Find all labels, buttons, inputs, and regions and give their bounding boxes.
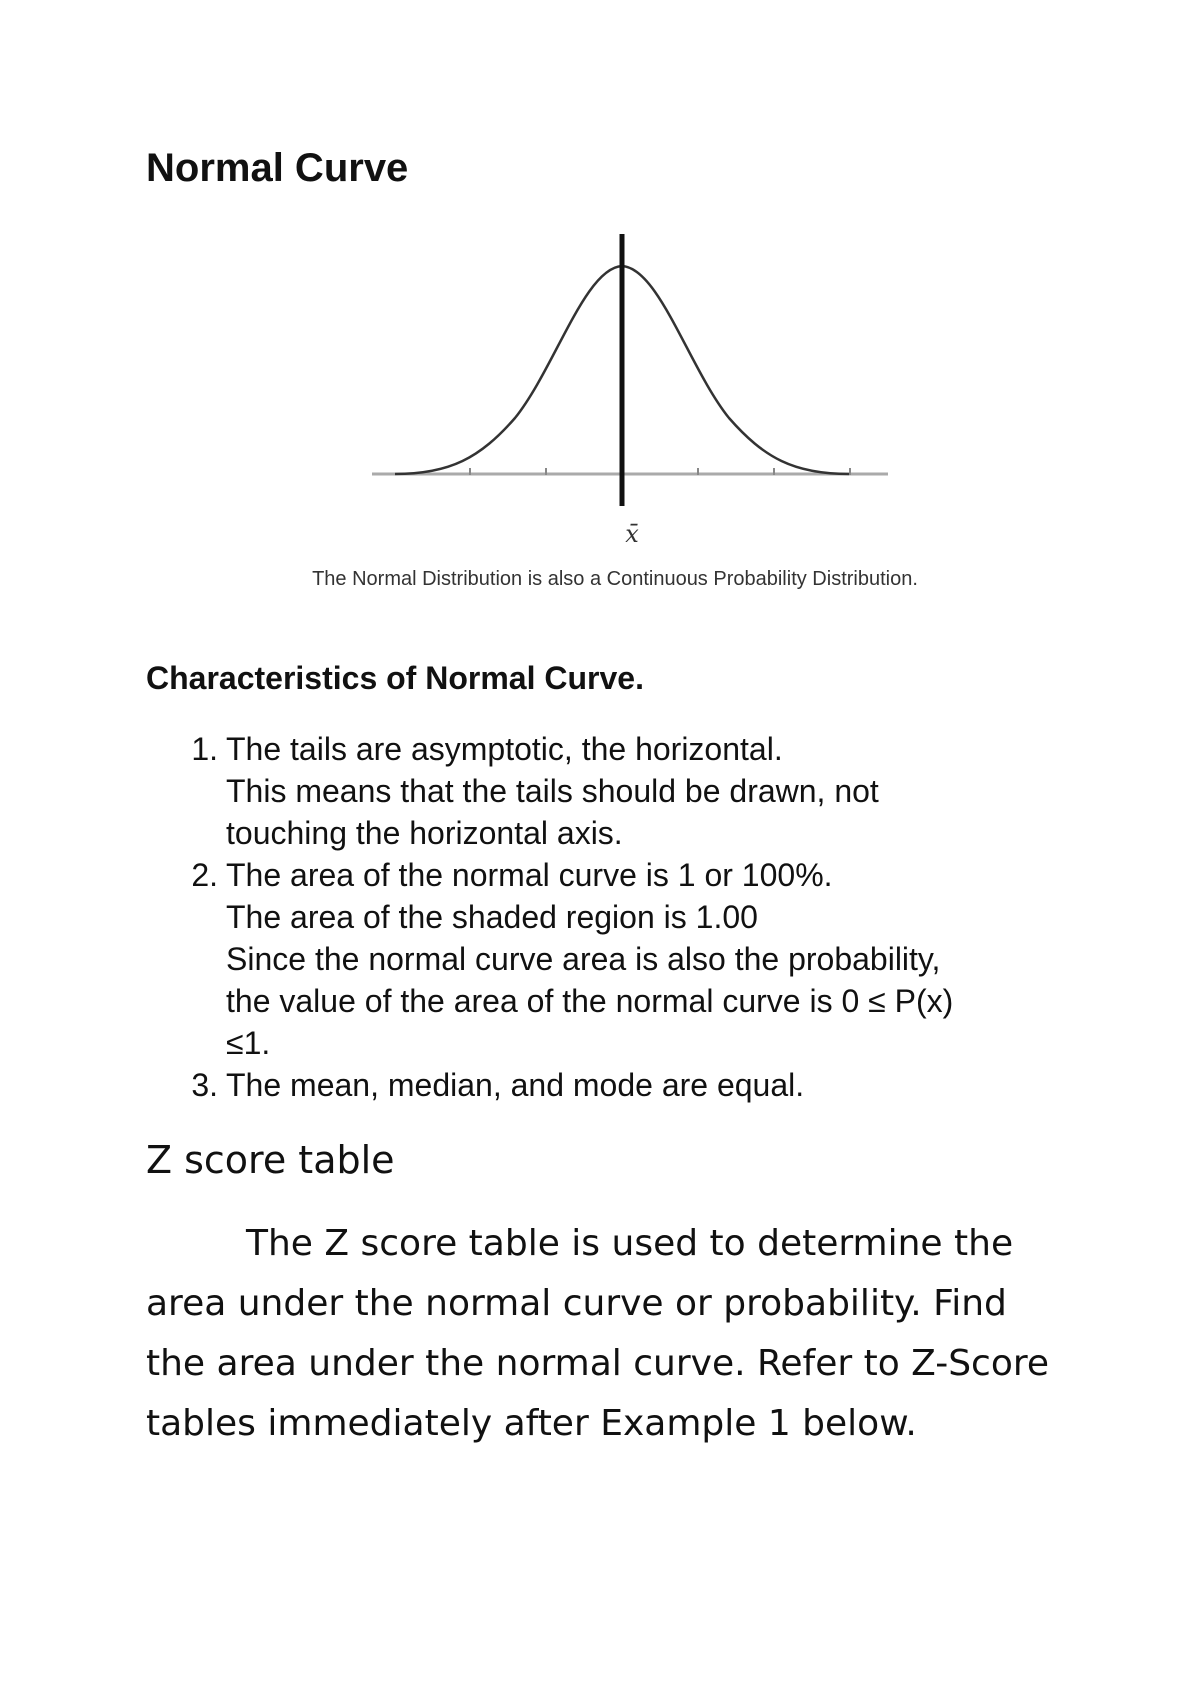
paragraph-line: area under the normal curve or probability. Find	[146, 1283, 1007, 1324]
list-item	[146, 728, 1066, 854]
list-text: The mean, median, and mode are equal.	[226, 1067, 805, 1103]
page-title: Normal Curve	[146, 146, 409, 190]
paragraph-line: The Z score table is used to determine the	[246, 1223, 1014, 1264]
figure-caption: The Normal Distribution is also a Continuous Probability Distribution.	[312, 568, 918, 590]
characteristics-list	[146, 728, 1066, 1106]
normal-curve-diagram	[370, 228, 900, 558]
list-item	[146, 1064, 1066, 1106]
list-number: 3.	[191, 1067, 218, 1103]
list-text: This means that the tails should be drawn, not	[226, 773, 879, 809]
zscore-paragraph	[146, 1214, 1066, 1454]
list-text: the value of the area of the normal curve is 0 ≤ P(x)	[226, 983, 954, 1019]
list-text: ≤1.	[226, 1025, 271, 1061]
list-text: The tails are asymptotic, the horizontal.	[226, 731, 783, 767]
list-number: 1.	[191, 731, 218, 767]
normal-curve-figure	[370, 228, 900, 558]
zscore-heading: Z score table	[146, 1138, 395, 1182]
characteristics-heading: Characteristics of Normal Curve.	[146, 660, 644, 696]
paragraph-line: the area under the normal curve. Refer to Z-Score	[146, 1343, 1050, 1384]
mean-symbol: x̄	[625, 520, 639, 548]
list-text: The area of the normal curve is 1 or 100%.	[226, 857, 833, 893]
list-text: The area of the shaded region is 1.00	[226, 899, 758, 935]
paragraph-line: tables immediately after Example 1 below.	[146, 1403, 917, 1444]
list-number: 2.	[191, 857, 218, 893]
list-item	[146, 854, 1066, 1064]
list-text: Since the normal curve area is also the probability,	[226, 941, 941, 977]
list-text: touching the horizontal axis.	[226, 815, 623, 851]
